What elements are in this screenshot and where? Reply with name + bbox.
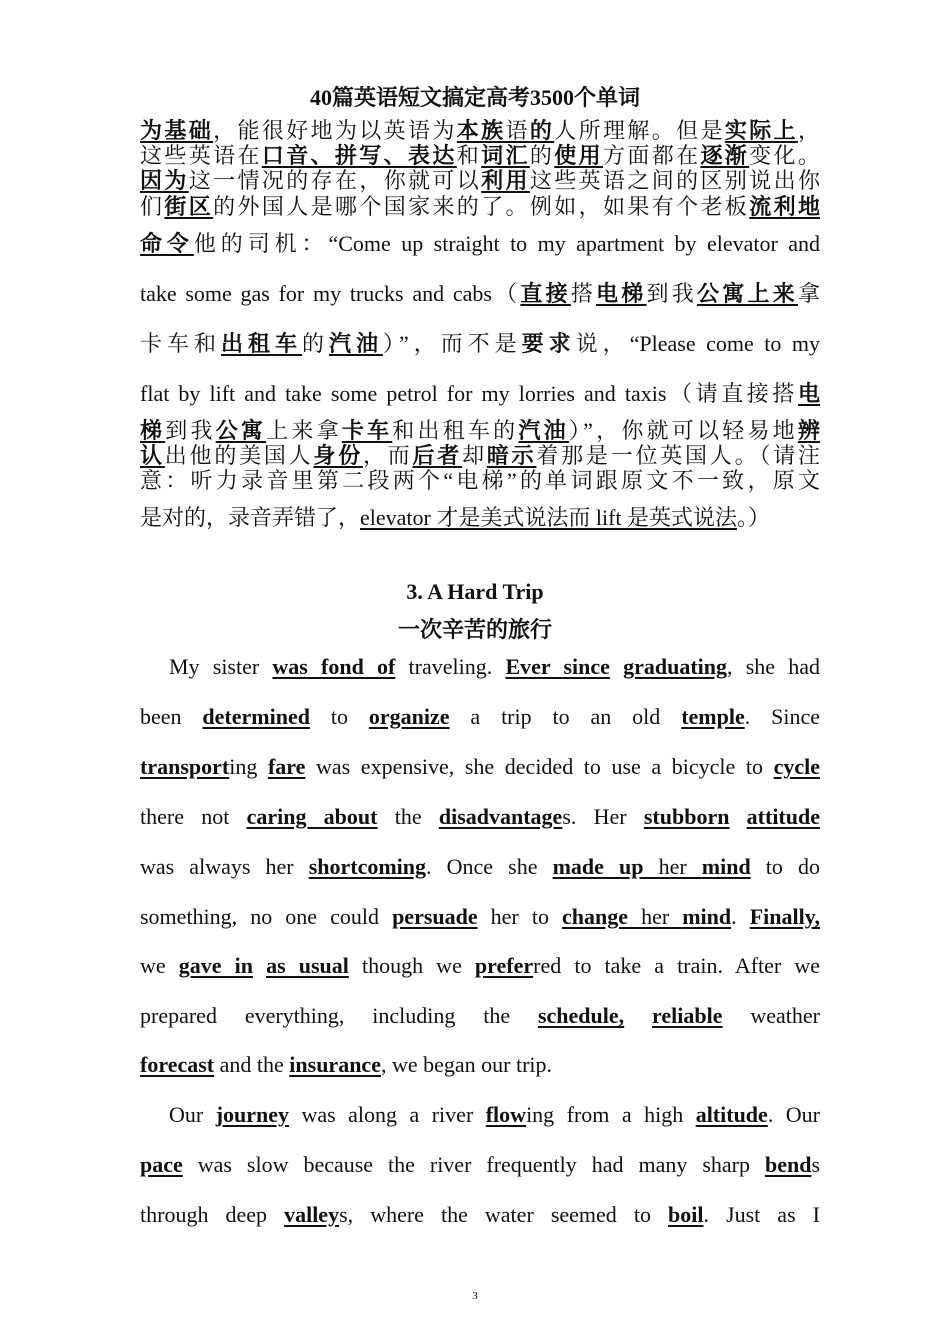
text-run: 出他的美国人 — [164, 443, 314, 468]
vocab-highlight: persuade — [392, 904, 478, 929]
text-run: 和出租车的 — [392, 418, 519, 443]
text-line — [140, 1003, 820, 1029]
text-run: Our — [169, 1102, 216, 1127]
section-title — [0, 579, 950, 605]
text-run: weather — [722, 1003, 820, 1028]
text-run: 的 — [301, 331, 329, 356]
vocab-highlight: Finally, — [749, 904, 820, 929]
vocab-highlight: mind — [701, 854, 751, 879]
text-line — [140, 468, 820, 494]
text-run: . Once she — [426, 854, 553, 879]
vocab-highlight: 因为 — [140, 168, 189, 193]
text-run: s. Her — [562, 804, 644, 829]
vocab-highlight: boil — [668, 1202, 704, 1227]
text-line — [140, 118, 820, 144]
text-run: to — [309, 704, 369, 729]
text-run: . — [731, 904, 750, 929]
vocab-highlight: journey — [215, 1102, 290, 1127]
text-line — [140, 1202, 820, 1228]
vocab-highlight: prefer — [474, 953, 534, 978]
vocab-highlight: pace — [140, 1152, 183, 1177]
vocab-highlight: determined — [202, 704, 310, 729]
text-run: 这些英语之间的区别说出你 — [529, 168, 820, 193]
vocab-highlight: 使用 — [554, 143, 603, 168]
text-run: . Since — [744, 704, 820, 729]
text-line — [140, 505, 820, 531]
text-run: there not — [140, 804, 247, 829]
vocab-highlight: 卡车 — [341, 418, 393, 443]
vocab-highlight: attitude — [746, 804, 820, 829]
text-line — [140, 704, 820, 730]
text-run: and the — [214, 1052, 290, 1077]
text-run: 说，“Please come to my — [575, 331, 820, 356]
underlined-text: elevator 才是美式说法而 lift 是英式说法 — [360, 505, 738, 530]
text-run: traveling. — [395, 654, 506, 679]
text-run: 人所理解。但是 — [554, 118, 725, 143]
vocab-highlight: stubborn — [643, 804, 730, 829]
text-run: 着那是一位英国人。（请注 — [536, 443, 820, 468]
text-line — [140, 904, 820, 930]
vocab-highlight: gave in — [178, 953, 253, 978]
text-run: the — [377, 804, 439, 829]
text-line — [140, 381, 820, 407]
text-line — [140, 143, 820, 169]
text-run: 要求 — [521, 331, 576, 356]
text-run: ）”，你就可以轻易地 — [568, 418, 798, 443]
text-run: something, no one could — [140, 904, 393, 929]
text-run: was expensive, she decided to use a bicycle to — [305, 754, 774, 779]
vocab-highlight: reliable — [652, 1003, 723, 1028]
vocab-highlight: 利用 — [481, 168, 530, 193]
text-run: ， — [797, 118, 820, 143]
text-run: 3. A Hard Trip — [406, 579, 544, 604]
vocab-highlight: organize — [368, 704, 450, 729]
text-run: 意：听力录音里第二段两个“电梯”的单词跟原文不一致，原文 — [140, 468, 820, 493]
text-line — [140, 231, 820, 257]
vocab-highlight: Ever since — [505, 654, 610, 679]
text-run: , we began our trip. — [380, 1052, 553, 1077]
text-run — [729, 804, 746, 829]
vocab-highlight: 命令 — [140, 231, 194, 256]
vocab-highlight: 梯 — [140, 418, 166, 443]
page-number: 3 — [472, 1290, 478, 1302]
text-run: 却 — [462, 443, 487, 468]
text-run: 搭 — [570, 281, 597, 306]
text-run: ，能很好地为以英语为 — [213, 118, 457, 143]
vocab-highlight: mind — [682, 904, 732, 929]
text-line — [140, 443, 820, 469]
vocab-highlight: 为基础 — [140, 118, 214, 143]
text-run: . Just as I — [703, 1202, 820, 1227]
text-run: flat by lift and take some petrol for my lorries and taxis（请直接搭 — [140, 381, 798, 406]
text-run: s — [811, 1152, 820, 1177]
text-run: 方面都在 — [602, 143, 701, 168]
text-line — [140, 804, 820, 830]
vocab-highlight: graduating — [623, 654, 728, 679]
vocab-highlight: 口音、拼写、表达 — [261, 143, 457, 168]
section-subtitle — [0, 617, 950, 643]
underlined-text: her — [643, 854, 702, 879]
text-run: 这些英语在 — [140, 143, 262, 168]
vocab-highlight: 直接 — [520, 281, 571, 306]
text-run — [624, 1003, 652, 1028]
text-run: My sister — [169, 654, 273, 679]
text-run: , she had — [727, 654, 820, 679]
text-run: 一次辛苦的旅行 — [397, 617, 552, 642]
vocab-highlight: 街区 — [164, 194, 214, 219]
vocab-highlight: 电梯 — [596, 281, 647, 306]
text-run: 到我 — [646, 281, 698, 306]
vocab-highlight: cycle — [773, 754, 820, 779]
text-line — [140, 281, 820, 307]
text-line — [140, 854, 820, 880]
text-run: ing — [229, 754, 268, 779]
vocab-highlight: 暗示 — [486, 443, 537, 468]
text-line — [140, 1152, 820, 1178]
text-line — [140, 331, 820, 357]
vocab-highlight: as usual — [266, 953, 349, 978]
text-run: been — [140, 704, 203, 729]
text-run: ，而 — [362, 443, 413, 468]
text-run: take some gas for my trucks and cabs（ — [140, 281, 521, 306]
text-run: s, where the water seemed to — [339, 1202, 668, 1227]
vocab-highlight: shortcoming — [308, 854, 427, 879]
text-run: red to take a train. After we — [533, 953, 820, 978]
text-line — [140, 1052, 820, 1078]
text-run: 的 — [529, 143, 555, 168]
text-run: through deep — [140, 1202, 285, 1227]
text-run: ing from a high — [526, 1102, 696, 1127]
vocab-highlight: transport — [140, 754, 230, 779]
vocab-highlight: altitude — [695, 1102, 768, 1127]
vocab-highlight: change — [562, 904, 629, 929]
vocab-highlight: 电 — [797, 381, 820, 406]
document-title — [0, 85, 950, 111]
text-run: ）”，而不是 — [382, 331, 522, 356]
text-line — [140, 953, 820, 979]
text-run — [253, 953, 266, 978]
vocab-highlight: 公寓上来 — [697, 281, 798, 306]
text-line — [140, 1102, 820, 1128]
text-line — [140, 654, 820, 680]
text-line — [140, 418, 820, 444]
text-run: 卡车和 — [140, 331, 221, 356]
text-run: was always her — [140, 854, 309, 879]
text-run: a trip to an old — [449, 704, 682, 729]
vocab-highlight: temple — [681, 704, 745, 729]
text-run: 40篇英语短文搞定高考3500个单词 — [309, 85, 640, 110]
text-line — [140, 194, 820, 220]
text-run: 变化。 — [749, 143, 820, 168]
vocab-highlight: 身份 — [313, 443, 363, 468]
text-run: 是对的，录音弄错了， — [140, 505, 361, 530]
underlined-text: 语 — [505, 118, 530, 143]
underlined-text: her — [628, 904, 683, 929]
vocab-highlight: 汽油 — [518, 418, 569, 443]
vocab-highlight: forecast — [140, 1052, 215, 1077]
vocab-highlight: fare — [267, 754, 306, 779]
vocab-highlight: 公寓 — [215, 418, 267, 443]
text-run: 这一情况的存在，你就可以 — [188, 168, 482, 193]
vocab-highlight: flow — [485, 1102, 527, 1127]
text-run: was slow because the river frequently had many sharp — [182, 1152, 765, 1177]
text-line — [140, 754, 820, 780]
vocab-highlight: 实际上 — [724, 118, 798, 143]
vocab-highlight: 的 — [529, 118, 555, 143]
text-run — [610, 654, 623, 679]
text-run: 他的司机：“Come up straight to my apartment by elevator and — [193, 231, 820, 256]
vocab-highlight: valley — [284, 1202, 340, 1227]
vocab-highlight: 词汇 — [481, 143, 530, 168]
text-run: 。） — [737, 505, 771, 530]
text-run: 和 — [456, 143, 482, 168]
text-run: . Our — [767, 1102, 820, 1127]
vocab-highlight: 流利地 — [749, 194, 820, 219]
text-run: 到我 — [165, 418, 216, 443]
vocab-highlight: 辨 — [797, 418, 820, 443]
text-run: was along a river — [289, 1102, 486, 1127]
text-run: 的外国人是哪个国家来的了。例如，如果有个老板 — [213, 194, 750, 219]
vocab-highlight: 出租车 — [220, 331, 302, 356]
text-run: we — [140, 953, 179, 978]
text-run: 们 — [140, 194, 165, 219]
text-run: her to — [477, 904, 563, 929]
text-line — [140, 168, 820, 194]
vocab-highlight: schedule, — [537, 1003, 625, 1028]
text-run: though we — [348, 953, 475, 978]
vocab-highlight: caring about — [246, 804, 378, 829]
vocab-highlight: was fond of — [272, 654, 396, 679]
vocab-highlight: 汽油 — [328, 331, 383, 356]
text-run: prepared everything, including the — [140, 1003, 538, 1028]
text-run: to do — [750, 854, 820, 879]
text-run: 拿 — [797, 281, 820, 306]
vocab-highlight: 认 — [140, 443, 165, 468]
vocab-highlight: made up — [552, 854, 644, 879]
vocab-highlight: bend — [764, 1152, 812, 1177]
vocab-highlight: insurance — [289, 1052, 381, 1077]
text-run: 上来拿 — [266, 418, 342, 443]
vocab-highlight: disadvantage — [438, 804, 563, 829]
vocab-highlight: 本族 — [456, 118, 506, 143]
vocab-highlight: 后者 — [412, 443, 463, 468]
vocab-highlight: 逐渐 — [700, 143, 750, 168]
